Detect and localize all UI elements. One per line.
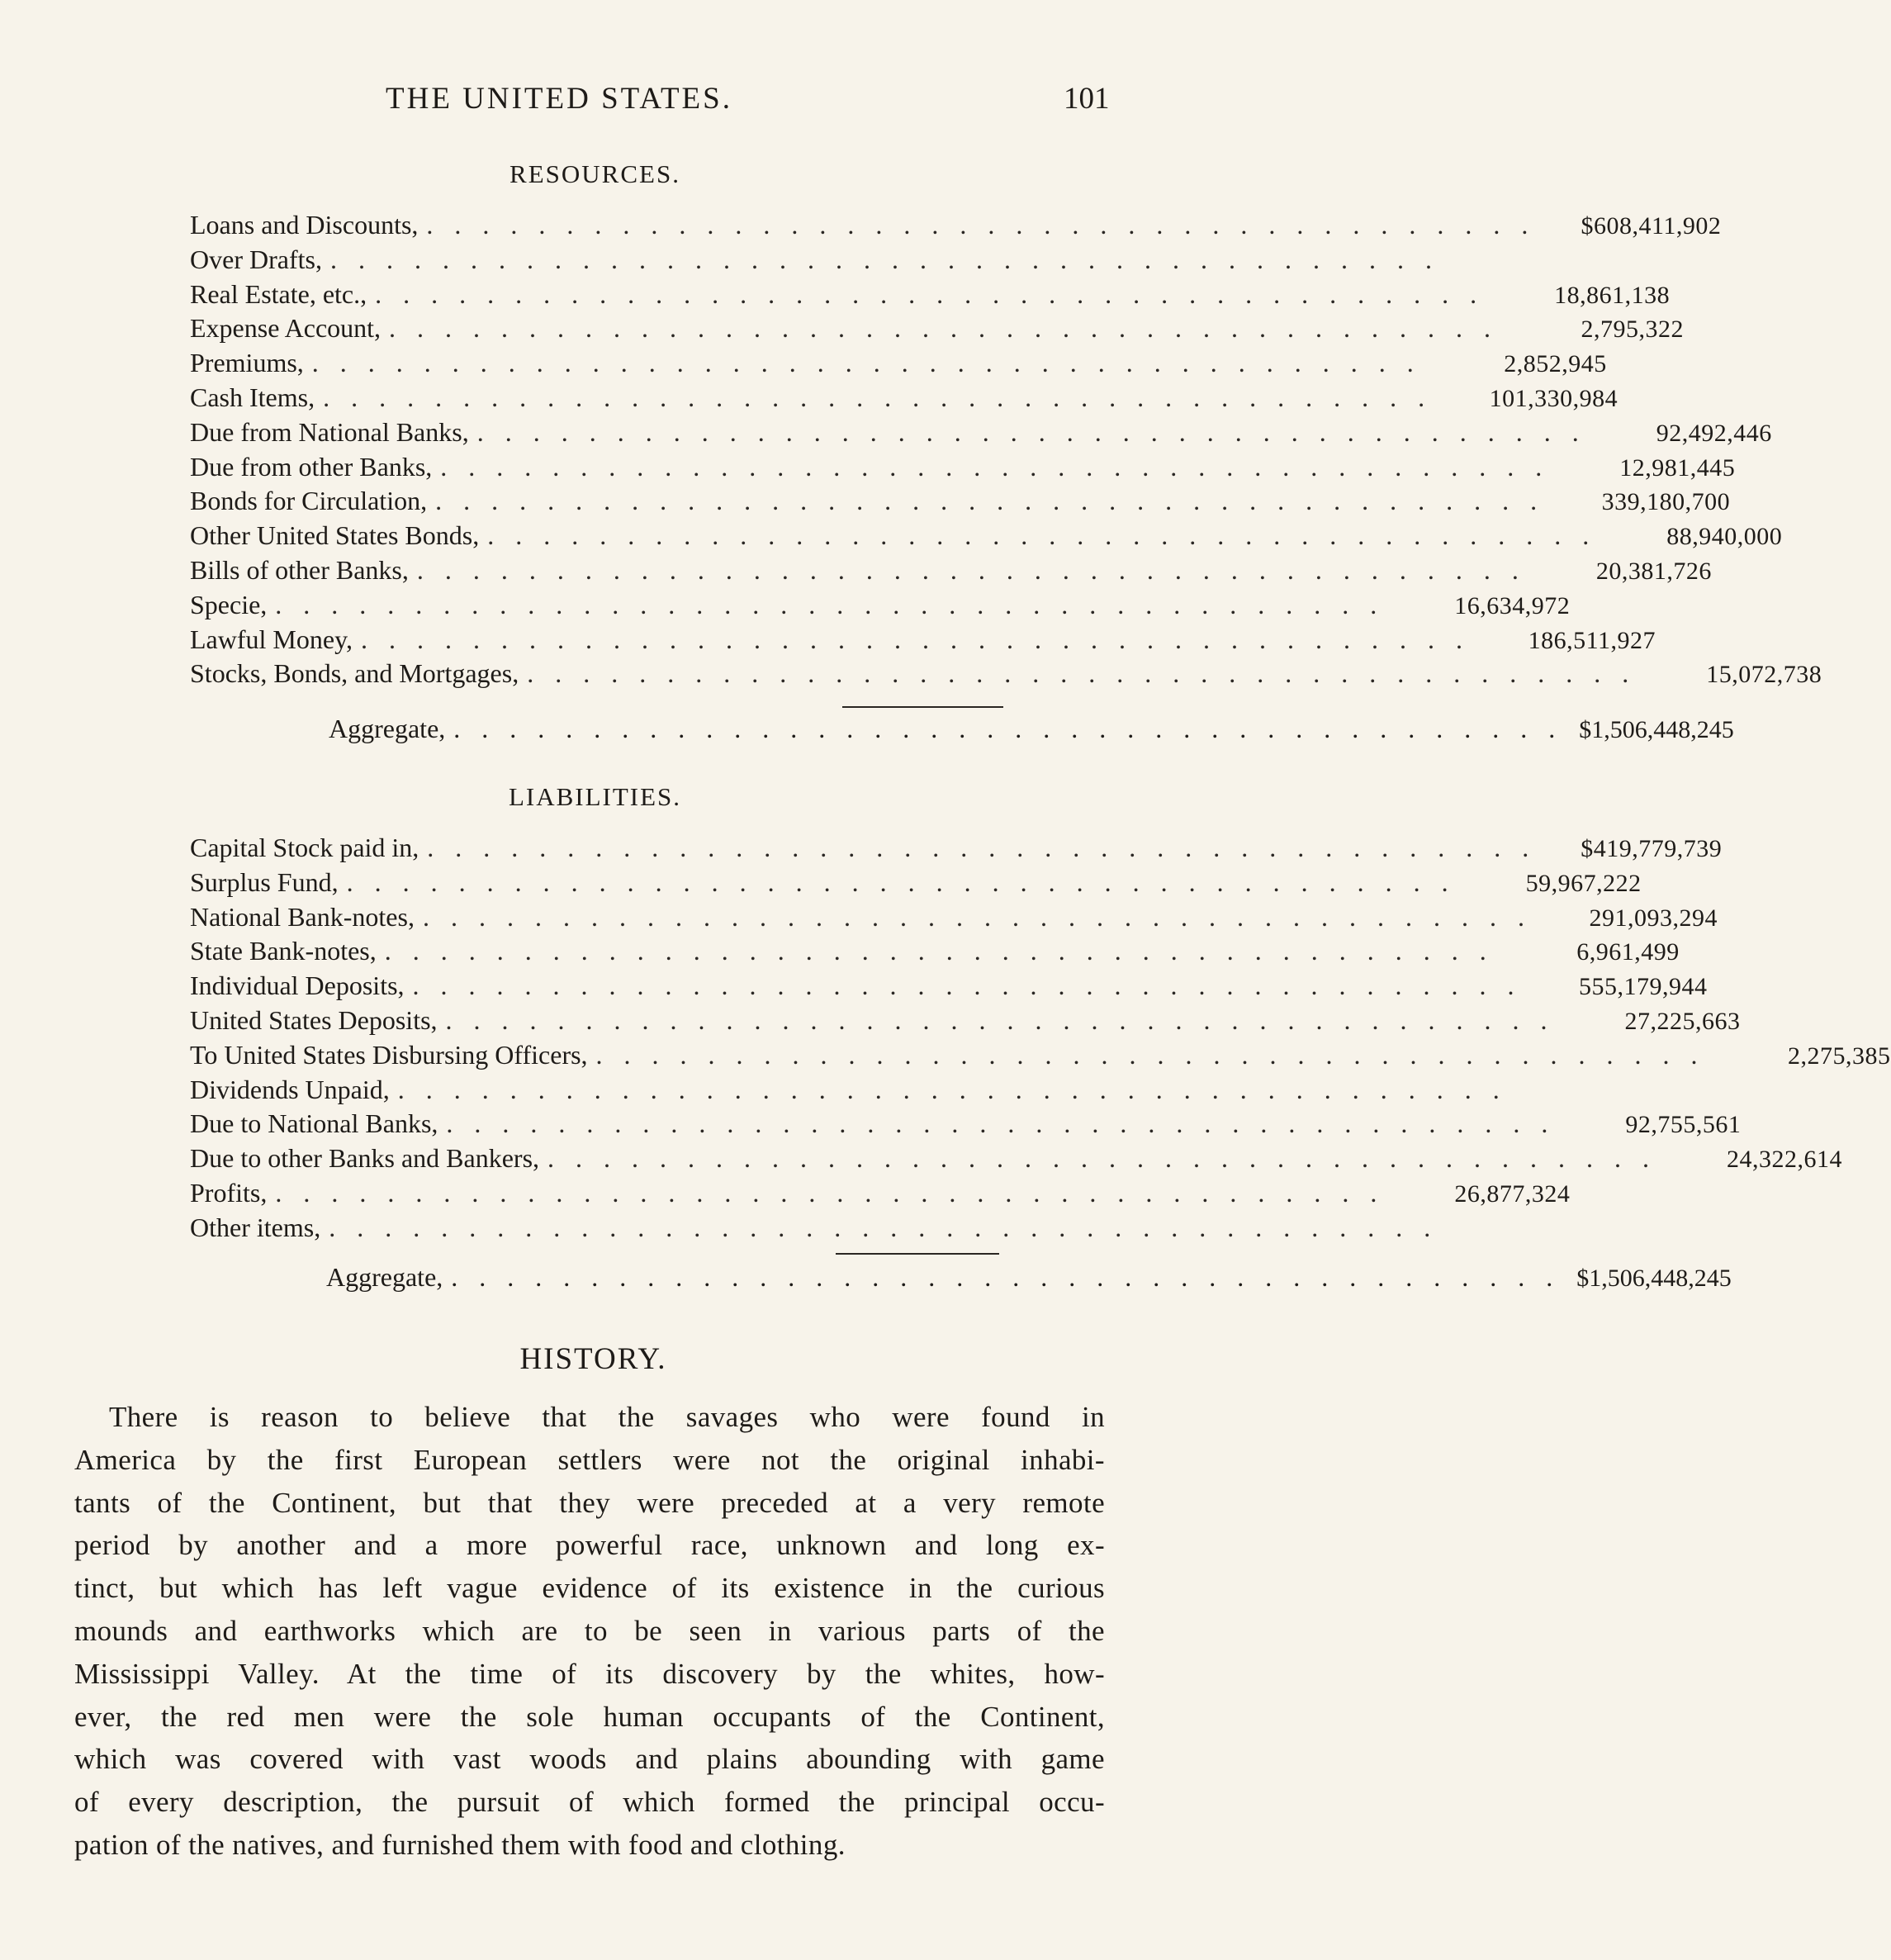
ledger-row bbox=[190, 208, 1722, 243]
row-label: National Bank-notes, bbox=[190, 901, 415, 932]
row-label: Bonds for Circulation, bbox=[190, 486, 428, 516]
ledger-row bbox=[190, 900, 1718, 935]
dot-leader: . . . . . . . . . . . . . . . . . . . . . . . . . . . . . . . . . . . . . . . . bbox=[446, 1108, 1556, 1139]
dot-leader: . . . . . . . . . . . . . . . . . . . . . . . . . . . . . . . . . . . . . . . . bbox=[476, 416, 1586, 447]
aggregate-label: Aggregate, bbox=[326, 1262, 443, 1292]
row-amount: 186,511,927 bbox=[1528, 626, 1656, 654]
aggregate-amount: $1,506,448,245 bbox=[1576, 1265, 1732, 1292]
row-label: Due from National Banks, bbox=[190, 416, 469, 447]
row-amount: 24,322,614 bbox=[1727, 1146, 1843, 1174]
dot-leader: . . . . . . . . . . . . . . . . . . . . . . . . . . . . . . . . . . . . . . . . bbox=[595, 1039, 1705, 1070]
liabilities-aggregate-row bbox=[326, 1262, 1732, 1293]
row-amount: 20,381,726 bbox=[1595, 557, 1712, 585]
dot-leader: . . . . . . . . . . . . . . . . . . . . . . . . . . . . . . . . . . . . . . . . bbox=[329, 1212, 1438, 1242]
ledger-row bbox=[190, 243, 1439, 278]
dot-leader: . . . . . . . . . . . . . . . . . . . . . . . . . . . . . . . . . . . . . . . . bbox=[360, 624, 1470, 654]
paragraph-line: pation of the natives, and furnished them with food and clothing. bbox=[74, 1828, 846, 1861]
dot-leader: . . . . . . . . . . . . . . . . . . . . . . . . . . . . . . . . . . . . . . . . bbox=[451, 1262, 1561, 1292]
ledger-row bbox=[190, 588, 1571, 623]
row-amount: 339,180,700 bbox=[1601, 488, 1731, 516]
ledger-row bbox=[190, 866, 1642, 900]
row-label: Individual Deposits, bbox=[190, 971, 405, 1001]
dot-leader: . . . . . . . . . . . . . . . . . . . . . . . . . . . . . . . . . . . . . . . . bbox=[527, 658, 1637, 689]
dot-leader: . . . . . . . . . . . . . . . . . . . . . . . . . . . . . . . . . . . . . . . . bbox=[389, 313, 1499, 344]
ledger-row bbox=[190, 553, 1712, 588]
ledger-row bbox=[190, 1211, 1438, 1246]
paragraph-line: tinct, but which has left vague evidence of its existence in the curious bbox=[74, 1572, 1105, 1605]
row-label: Real Estate, etc., bbox=[190, 278, 367, 309]
row-amount: 291,093,294 bbox=[1589, 904, 1718, 932]
row-amount: 2,795,322 bbox=[1581, 316, 1685, 344]
resources-heading: RESOURCES. bbox=[509, 159, 680, 188]
row-amount: $608,411,902 bbox=[1581, 212, 1722, 240]
dot-leader: . . . . . . . . . . . . . . . . . . . . . . . . . . . . . . . . . . . . . . . . bbox=[384, 936, 1494, 966]
row-label: Other United States Bonds, bbox=[190, 520, 480, 551]
ledger-row bbox=[190, 831, 1723, 866]
ledger-row bbox=[190, 346, 1607, 381]
dot-leader: . . . . . . . . . . . . . . . . . . . . . . . . . . . . . . . . . . . . . . . . bbox=[416, 554, 1526, 585]
liabilities-heading: LIABILITIES. bbox=[508, 782, 682, 811]
dot-leader: . . . . . . . . . . . . . . . . . . . . . . . . . . . . . . . . . . . . . . . . bbox=[426, 210, 1536, 240]
ledger-row bbox=[190, 1004, 1741, 1038]
ledger-row bbox=[190, 381, 1618, 415]
ledger-row bbox=[190, 1073, 1507, 1108]
row-amount: 59,967,222 bbox=[1525, 869, 1642, 897]
dot-leader: . . . . . . . . . . . . . . . . . . . . . . . . . . . . . . . . . . . . . . . . bbox=[375, 278, 1485, 309]
ledger-row bbox=[190, 1141, 1843, 1176]
row-amount: 18,861,138 bbox=[1554, 281, 1671, 309]
dot-leader: . . . . . . . . . . . . . . . . . . . . . . . . . . . . . . . . . . . . . . . . bbox=[435, 486, 1545, 516]
row-amount: 88,940,000 bbox=[1666, 523, 1783, 551]
row-amount: 12,981,445 bbox=[1619, 453, 1736, 482]
ledger-row bbox=[190, 415, 1772, 450]
row-label: Cash Items, bbox=[190, 382, 315, 412]
row-amount: 26,877,324 bbox=[1454, 1179, 1571, 1208]
history-heading: HISTORY. bbox=[519, 1342, 667, 1376]
ledger-row bbox=[190, 969, 1708, 1004]
dot-leader: . . . . . . . . . . . . . . . . . . . . . . . . . . . . . . . . . . . . . . . . bbox=[453, 714, 1563, 743]
dot-leader: . . . . . . . . . . . . . . . . . . . . . . . . . . . . . . . . . . . . . . . . bbox=[346, 866, 1456, 897]
ledger-row bbox=[190, 1176, 1571, 1211]
row-label: Due from other Banks, bbox=[190, 451, 433, 482]
paragraph-line: period by another and a more powerful race, unknown and long ex- bbox=[74, 1529, 1105, 1562]
ledger-row bbox=[190, 657, 1822, 691]
dot-leader: . . . . . . . . . . . . . . . . . . . . . . . . . . . . . . . . . . . . . . . . bbox=[422, 901, 1532, 932]
row-label: Capital Stock paid in, bbox=[190, 833, 419, 862]
row-amount: 15,072,738 bbox=[1706, 661, 1822, 689]
liabilities-table bbox=[190, 831, 1891, 1246]
dot-leader: . . . . . . . . . . . . . . . . . . . . . . . . . . . . . . . . . . . . . . . . bbox=[397, 1074, 1507, 1104]
ledger-row bbox=[190, 484, 1731, 519]
ledger-row bbox=[190, 934, 1680, 969]
sum-rule bbox=[836, 1253, 999, 1255]
ledger-row bbox=[190, 1038, 1891, 1073]
dot-leader: . . . . . . . . . . . . . . . . . . . . . . . . . . . . . . . . . . . . . . . . bbox=[487, 520, 1597, 551]
row-label: United States Deposits, bbox=[190, 1004, 438, 1035]
dot-leader: . . . . . . . . . . . . . . . . . . . . . . . . . . . . . . . . . . . . . . . . bbox=[329, 244, 1439, 274]
ledger-row bbox=[190, 1107, 1742, 1141]
row-label: Surplus Fund, bbox=[190, 866, 339, 897]
running-head bbox=[0, 81, 1203, 122]
dot-leader: . . . . . . . . . . . . . . . . . . . . . . . . . . . . . . . . . . . . . . . . bbox=[427, 833, 1537, 862]
running-title: THE UNITED STATES. bbox=[386, 82, 732, 116]
dot-leader: . . . . . . . . . . . . . . . . . . . . . . . . . . . . . . . . . . . . . . . . bbox=[311, 348, 1421, 378]
dot-leader: . . . . . . . . . . . . . . . . . . . . . . . . . . . . . . . . . . . . . . . . bbox=[412, 971, 1522, 1001]
paragraph-line: mounds and earthworks which are to be seen in various parts of the bbox=[74, 1614, 1105, 1647]
row-amount: 92,492,446 bbox=[1656, 419, 1772, 447]
row-amount: 101,330,984 bbox=[1489, 384, 1618, 412]
row-label: Stocks, Bonds, and Mortgages, bbox=[190, 658, 519, 689]
dot-leader: . . . . . . . . . . . . . . . . . . . . . . . . . . . . . . . . . . . . . . . . bbox=[275, 589, 1385, 619]
row-label: State Bank-notes, bbox=[190, 936, 377, 966]
row-amount: 6,961,499 bbox=[1576, 938, 1680, 966]
paragraph-line: of every description, the pursuit of which formed the principal occu- bbox=[74, 1786, 1105, 1819]
row-label: Profits, bbox=[190, 1177, 268, 1208]
row-label: Other items, bbox=[190, 1212, 321, 1242]
row-amount: 27,225,663 bbox=[1624, 1007, 1741, 1035]
ledger-row bbox=[190, 311, 1685, 346]
dot-leader: . . . . . . . . . . . . . . . . . . . . . . . . . . . . . . . . . . . . . . . . bbox=[323, 382, 1433, 412]
row-label: Due to National Banks, bbox=[190, 1108, 438, 1139]
paragraph-line: ever, the red men were the sole human occupants of the Continent, bbox=[74, 1700, 1105, 1733]
aggregate-amount: $1,506,448,245 bbox=[1579, 716, 1734, 743]
paragraph-line: America by the first European settlers were not the original inhabi- bbox=[74, 1443, 1105, 1476]
row-amount: 2,275,385 bbox=[1788, 1042, 1891, 1070]
paragraph-line: tants of the Continent, but that they were preceded at a very remote bbox=[74, 1486, 1105, 1519]
row-label: Premiums, bbox=[190, 348, 304, 378]
row-label: Lawful Money, bbox=[190, 624, 353, 654]
row-label: Over Drafts, bbox=[190, 244, 322, 274]
row-label: Due to other Banks and Bankers, bbox=[190, 1143, 540, 1174]
ledger-row bbox=[190, 450, 1736, 485]
resources-aggregate-row bbox=[329, 714, 1734, 744]
ledger-row bbox=[190, 623, 1656, 657]
row-label: Specie, bbox=[190, 589, 268, 619]
paragraph-line: There is reason to believe that the savages who were found in bbox=[109, 1401, 1105, 1433]
dot-leader: . . . . . . . . . . . . . . . . . . . . . . . . . . . . . . . . . . . . . . . . bbox=[440, 451, 1550, 482]
aggregate-label: Aggregate, bbox=[329, 714, 446, 743]
row-label: Dividends Unpaid, bbox=[190, 1074, 390, 1104]
row-label: Expense Account, bbox=[190, 313, 382, 344]
dot-leader: . . . . . . . . . . . . . . . . . . . . . . . . . . . . . . . . . . . . . . . . bbox=[445, 1004, 1555, 1035]
row-label: Loans and Discounts, bbox=[190, 210, 419, 240]
sum-rule bbox=[842, 706, 1003, 708]
row-amount: 555,179,944 bbox=[1579, 973, 1708, 1001]
resources-table bbox=[190, 208, 1822, 691]
row-label: Bills of other Banks, bbox=[190, 554, 409, 585]
dot-leader: . . . . . . . . . . . . . . . . . . . . . . . . . . . . . . . . . . . . . . . . bbox=[547, 1143, 1657, 1174]
row-label: To United States Disbursing Officers, bbox=[190, 1039, 588, 1070]
dot-leader: . . . . . . . . . . . . . . . . . . . . . . . . . . . . . . . . . . . . . . . . bbox=[275, 1177, 1385, 1208]
ledger-row bbox=[190, 519, 1783, 553]
ledger-row bbox=[190, 278, 1671, 312]
row-amount: $419,779,739 bbox=[1581, 835, 1723, 862]
row-amount: 16,634,972 bbox=[1454, 591, 1571, 619]
history-paragraph bbox=[74, 1396, 1105, 1867]
paragraph-line: which was covered with vast woods and plains abounding with game bbox=[74, 1743, 1105, 1776]
row-amount: 92,755,561 bbox=[1625, 1111, 1742, 1139]
page-number: 101 bbox=[1064, 82, 1110, 116]
row-amount: 2,852,945 bbox=[1504, 350, 1607, 378]
paragraph-line: Mississippi Valley. At the time of its discovery by the whites, how- bbox=[74, 1657, 1105, 1690]
